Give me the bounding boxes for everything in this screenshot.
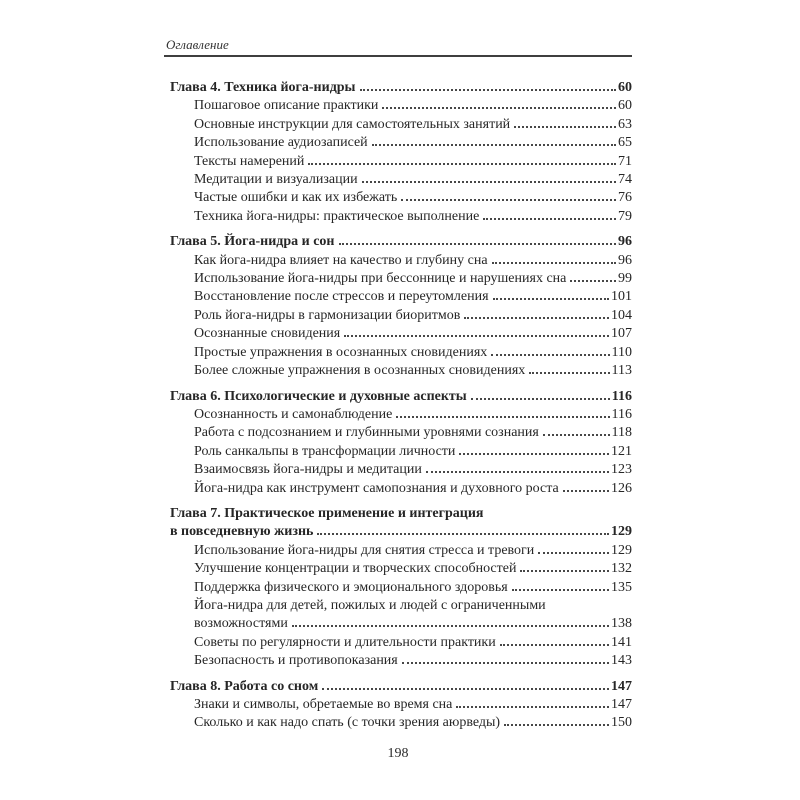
toc-chapter-entry — [164, 79, 632, 97]
toc-entry-title: Йога-нидра для детей, пожилых и людей с ограниченными — [194, 597, 546, 613]
toc-chapter-entry — [164, 233, 632, 251]
toc-page-number: 121 — [611, 443, 632, 459]
toc-leader-dots — [570, 280, 616, 282]
toc-leader-dots — [529, 372, 609, 374]
toc-entry — [164, 362, 632, 380]
toc-leader-dots — [339, 243, 617, 245]
toc-entry-title: в повседневную жизнь — [170, 524, 314, 540]
toc-leader-dots — [504, 724, 609, 726]
toc-leader-dots — [483, 218, 616, 220]
toc-leader-dots — [538, 552, 609, 554]
toc-leader-dots — [493, 298, 609, 300]
toc-page-number: 101 — [611, 289, 632, 305]
table-of-contents — [164, 79, 632, 733]
toc-entry-title: возможностями — [194, 616, 288, 632]
toc-chapter-entry — [164, 505, 632, 523]
toc-leader-dots — [491, 354, 609, 356]
toc-leader-dots — [322, 688, 609, 690]
toc-entry — [164, 634, 632, 652]
toc-section — [164, 388, 632, 498]
toc-entry-title: Советы по регулярности и длительности практики — [194, 634, 496, 650]
toc-entry-title: Роль санкальпы в трансформации личности — [194, 443, 456, 459]
toc-page-number: 138 — [611, 616, 632, 632]
header-rule — [164, 55, 632, 57]
toc-leader-dots — [500, 644, 609, 646]
toc-entry — [164, 288, 632, 306]
toc-entry-title: Улучшение концентрации и творческих способностей — [194, 561, 517, 577]
toc-chapter-entry — [164, 678, 632, 696]
toc-entry-title: Поддержка физического и эмоционального здоровья — [194, 579, 508, 595]
toc-entry — [164, 325, 632, 343]
toc-leader-dots — [464, 317, 609, 319]
toc-entry — [164, 461, 632, 479]
toc-leader-dots — [456, 706, 609, 708]
toc-section — [164, 233, 632, 380]
toc-entry — [164, 542, 632, 560]
toc-entry-title: Основные инструкции для самостоятельных занятий — [194, 116, 511, 132]
toc-leader-dots — [514, 126, 616, 128]
toc-page-number: 63 — [618, 116, 632, 132]
toc-entry-title: Сколько и как надо спать (с точки зрения аюрведы) — [194, 715, 501, 731]
toc-page-number: 135 — [611, 579, 632, 595]
toc-page-number: 129 — [611, 542, 632, 558]
toc-leader-dots — [317, 533, 609, 535]
toc-page-number: 60 — [618, 98, 632, 114]
toc-leader-dots — [360, 89, 617, 91]
toc-leader-dots — [396, 416, 609, 418]
toc-entry — [164, 714, 632, 732]
toc-page-number: 96 — [618, 234, 632, 250]
toc-page-number: 147 — [611, 678, 632, 694]
toc-page-number: 118 — [611, 425, 632, 441]
toc-leader-dots — [459, 453, 609, 455]
toc-entry — [164, 97, 632, 115]
toc-entry-title: Техника йога-нидры: практическое выполнение — [194, 208, 480, 224]
toc-page-number: 79 — [618, 208, 632, 224]
toc-section — [164, 505, 632, 671]
toc-leader-dots — [543, 434, 610, 436]
toc-leader-dots — [308, 163, 616, 165]
toc-entry-title: Работа с подсознанием и глубинными уровнями сознания — [194, 425, 539, 441]
toc-entry — [164, 116, 632, 134]
toc-entry — [164, 579, 632, 597]
toc-entry-title: Роль йога-нидры в гармонизации биоритмов — [194, 307, 461, 323]
toc-entry-title: Пошаговое описание практики — [194, 98, 379, 114]
toc-page-number: 147 — [611, 697, 632, 712]
toc-page-number: 65 — [618, 135, 632, 151]
toc-entry — [164, 443, 632, 461]
toc-entry-title: Использование аудиозаписей — [194, 135, 368, 151]
toc-entry-title: Частые ошибки и как их избежать — [194, 190, 398, 206]
toc-entry — [164, 344, 632, 362]
toc-entry — [164, 252, 632, 270]
toc-page-number: 110 — [611, 344, 632, 360]
toc-entry — [164, 560, 632, 578]
toc-entry-title: Осознанные сновидения — [194, 326, 341, 342]
toc-entry-title: Простые упражнения в осознанных сновидениях — [194, 344, 488, 360]
toc-leader-dots — [382, 107, 616, 109]
toc-leader-dots — [372, 144, 616, 146]
toc-entry — [164, 615, 632, 633]
toc-entry — [164, 208, 632, 226]
toc-entry-title: Тексты намерений — [194, 153, 305, 169]
toc-entry — [164, 424, 632, 442]
toc-entry — [164, 406, 632, 424]
toc-entry-title: Безопасность и противопоказания — [194, 653, 398, 669]
toc-entry-title: Использование йога-нидры для снятия стресса и тревоги — [194, 542, 535, 558]
toc-leader-dots — [362, 181, 616, 183]
toc-entry — [164, 189, 632, 207]
toc-leader-dots — [292, 625, 609, 627]
toc-leader-dots — [471, 398, 610, 400]
toc-entry — [164, 480, 632, 498]
toc-section — [164, 678, 632, 733]
toc-page-number: 99 — [618, 271, 632, 287]
toc-entry — [164, 696, 632, 714]
toc-page-number: 141 — [611, 634, 632, 650]
toc-leader-dots — [492, 262, 616, 264]
toc-entry-title: Глава 4. Техника йога-нидры — [170, 80, 356, 95]
toc-entry-title: Глава 8. Работа со сном — [170, 678, 319, 694]
toc-page-number: 60 — [618, 80, 632, 95]
toc-entry — [164, 270, 632, 288]
toc-entry — [164, 597, 632, 615]
toc-entry-title: Как йога-нидра влияет на качество и глубину сна — [194, 252, 488, 268]
toc-page-number: 107 — [611, 326, 632, 342]
toc-entry — [164, 307, 632, 325]
toc-leader-dots — [520, 570, 609, 572]
toc-page-number: 74 — [618, 172, 632, 188]
toc-page-number: 96 — [618, 252, 632, 268]
toc-page-number: 150 — [611, 715, 632, 731]
toc-entry-title: Медитации и визуализации — [194, 172, 358, 188]
toc-entry — [164, 134, 632, 152]
toc-page-number: 113 — [611, 363, 632, 379]
toc-entry-title: Глава 7. Практическое применение и интеграция — [170, 505, 484, 521]
toc-page-number: 76 — [618, 190, 632, 206]
toc-entry — [164, 652, 632, 670]
page-number: 198 — [387, 746, 409, 761]
book-page — [164, 37, 632, 733]
toc-page-number: 126 — [611, 480, 632, 496]
toc-leader-dots — [402, 662, 609, 664]
toc-page-number: 104 — [611, 307, 632, 323]
toc-page-number: 116 — [611, 406, 632, 422]
toc-entry-title: Взаимосвязь йога-нидры и медитации — [194, 462, 422, 478]
toc-chapter-entry — [164, 523, 632, 541]
toc-entry-title: Использование йога-нидры при бессоннице и нарушениях сна — [194, 271, 567, 287]
toc-section — [164, 79, 632, 226]
toc-leader-dots — [401, 199, 616, 201]
toc-chapter-entry — [164, 388, 632, 406]
toc-page-number: 116 — [611, 388, 632, 404]
toc-leader-dots — [512, 589, 609, 591]
toc-page-number: 132 — [611, 561, 632, 577]
toc-entry — [164, 153, 632, 171]
toc-page-number: 123 — [611, 462, 632, 478]
toc-entry-title: Знаки и символы, обретаемые во время сна — [194, 697, 453, 712]
toc-entry-title: Йога-нидра как инструмент самопознания и духовного роста — [194, 480, 559, 496]
page-header-title: Оглавление — [166, 37, 229, 52]
toc-leader-dots — [344, 335, 609, 337]
toc-entry-title: Глава 5. Йога-нидра и сон — [170, 234, 335, 250]
toc-entry-title: Более сложные упражнения в осознанных сновидениях — [194, 363, 526, 379]
toc-page-number: 71 — [618, 153, 632, 169]
toc-page-number: 143 — [611, 653, 632, 669]
toc-page-number: 129 — [611, 524, 632, 540]
toc-entry-title: Глава 6. Психологические и духовные аспекты — [170, 388, 467, 404]
toc-entry — [164, 171, 632, 189]
toc-entry-title: Осознанность и самонаблюдение — [194, 406, 393, 422]
toc-entry-title: Восстановление после стрессов и переутомления — [194, 289, 489, 305]
toc-leader-dots — [426, 471, 609, 473]
toc-leader-dots — [563, 490, 609, 492]
